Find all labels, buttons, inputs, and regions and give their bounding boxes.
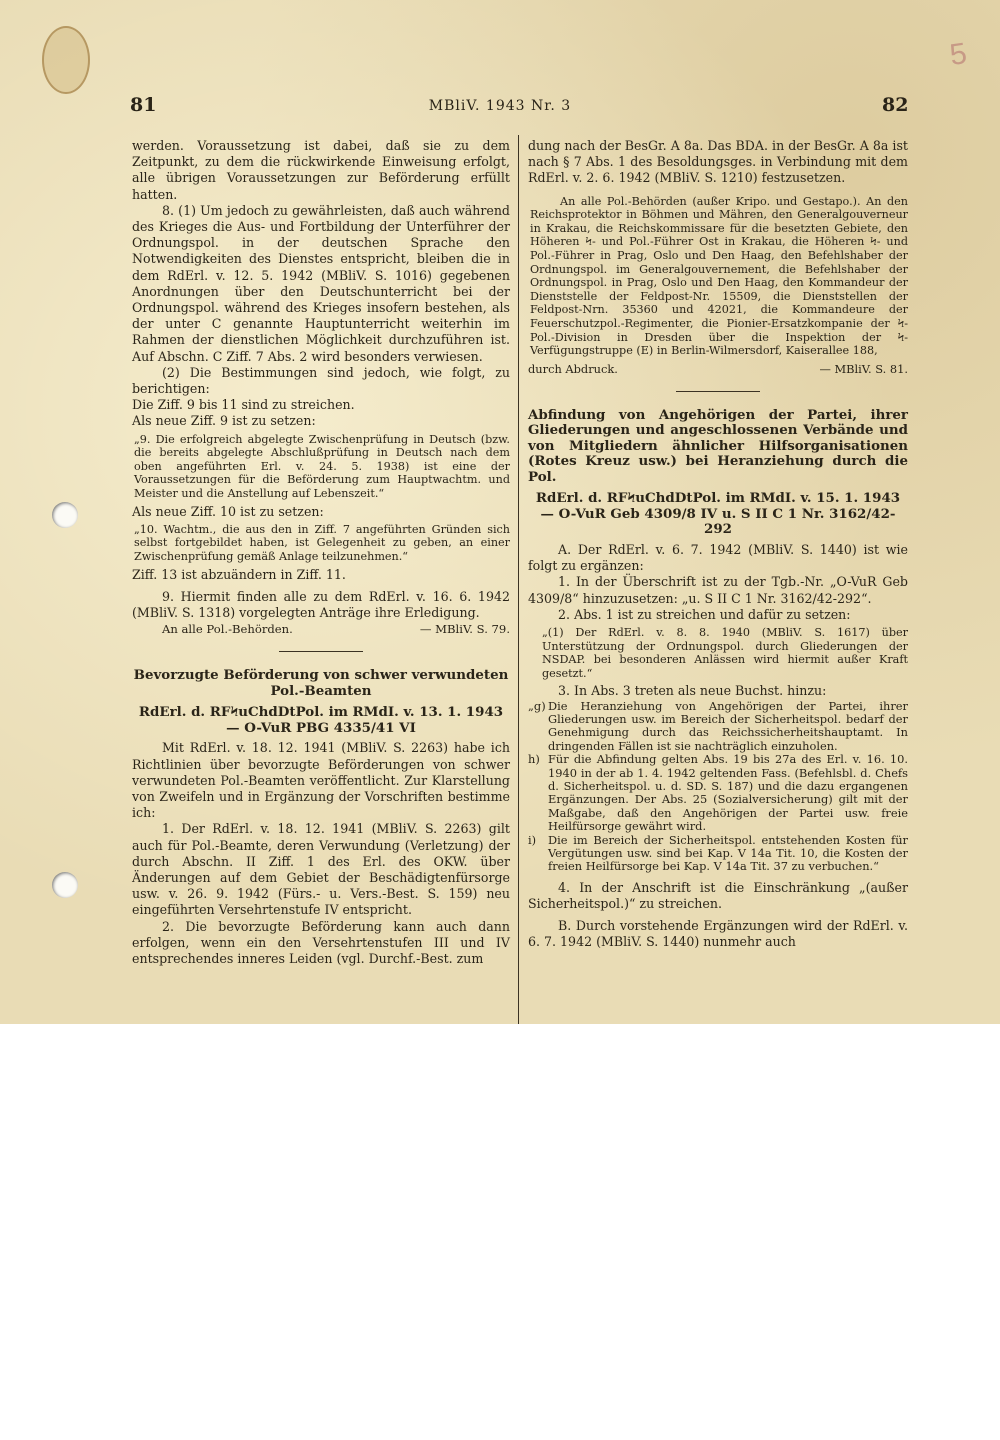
quoted-paragraph: „9. Die erfolgreich abgelegte Zwischenprüfung in Deutsch (bzw. die bereits abgelegte Abschlußprüfung in Deutsch nach dem oben angeführten Erl. v. 24. 5. 1938) ist eine der Voraussetzungen für die Beförderung zum Hauptwachtm. und Meister und die Anstellung auf Lebenszeit.“ xyxy=(134,432,510,501)
section-heading: Bevorzugte Beförderung von schwer verwundeten Pol.-Beamten xyxy=(133,667,509,699)
paragraph: A. Der RdErl. v. 6. 7. 1942 (MBliV. S. 1440) ist wie folgt zu ergänzen: xyxy=(528,541,908,574)
quoted-paragraph: „10. Wachtm., die aus den in Ziff. 7 angeführten Gründen sich selbst fortgebildet haben, ist Gelegenheit zu geben, an einer Zwischenprüfung gemäß Anlage teilzunehmen.“ xyxy=(134,522,510,564)
list-label: h) xyxy=(528,752,540,767)
section-separator xyxy=(676,391,760,392)
page-number-left: 81 xyxy=(130,94,157,116)
column-divider xyxy=(518,135,519,1024)
paragraph: 1. In der Überschrift ist zu der Tgb.-Nr. „O-VuR Geb 4309/8“ hinzuzusetzen: „u. S II C 1 Nr. 3162/42-292“. xyxy=(528,574,908,606)
section-separator xyxy=(279,651,363,652)
paragraph: (2) Die Bestimmungen sind jedoch, wie folgt, zu berichtigen: xyxy=(132,364,510,397)
distribution-list: An alle Pol.-Behörden (außer Kripo. und Gestapo.). An den Reichsprotektor in Böhmen und Mähren, den Generalgouverneur in Krakau, die Reichskommissare für die besetzten Gebiete, den Höheren Ϟ- und Pol.-Führer Ost in Krakau, die Höheren Ϟ- und Pol.-Führer in Prag, Oslo und Den Haag, den Befehlshaber der Ordnungspol. im Generalgouvernement, die Befehlshaber der Ordnungspol. in Prag, Oslo und Den Haag, den Kommandeur der Dienststelle der Feldpost-Nr. 15509, die Dienststellen der Feldpost-Nrn. 35360 und 42021, die Kommandeure der Feuerschutzpol.-Regimenter, die Pionier-Ersatzkompanie der Ϟ-Pol.-Division in Dresden über die Inspektion der Ϟ-Verfügungstruppe (E) in Berlin-Wilmersdorf, Kaiserallee 188, xyxy=(530,194,908,358)
address-line xyxy=(132,621,510,637)
paragraph: Ziff. 13 ist abzuändern in Ziff. 11. xyxy=(132,566,346,582)
list-item xyxy=(528,753,908,833)
list-item xyxy=(528,834,908,874)
list-text: Für die Abfindung gelten Abs. 19 bis 27a des Erl. v. 16. 10. 1940 in der ab 1. 4. 1942 geltenden Fass. (Befehlsbl. d. Chefs d. Sicherheitspol. u. d. SD. S. 187) und die dazu ergangenen Ergänzungen. Der Abs. 25 (Sozialversicherung) gilt mit der Maßgabe, daß den Angehörigen der Partei usw. freie Heilfürsorge gewährt wird. xyxy=(548,752,908,834)
paragraph: B. Durch vorstehende Ergänzungen wird der RdErl. v. 6. 7. 1942 (MBliV. S. 1440) nunmehr auch xyxy=(528,918,908,950)
pencil-mark: 5 xyxy=(947,37,969,73)
source-reference: — MBliV. S. 79. xyxy=(419,622,510,637)
decree-reference: RdErl. d. RFϞuChdDtPol. im RMdI. v. 15. 1. 1943 — O-VuR Geb 4309/8 IV u. S II C 1 Nr. 3162/42-292 xyxy=(535,490,901,538)
address-line xyxy=(528,361,908,377)
address-text: An alle Pol.-Behörden. xyxy=(162,622,293,637)
section-heading: Abfindung von Angehörigen der Partei, ihrer Gliederungen und angeschlossenen Verbände und von Mitgliedern ähnlicher Hilfsorganisationen (Rotes Kreuz usw.) bei Heranziehung durch die Pol. xyxy=(528,406,908,485)
blank-area xyxy=(0,1024,1000,1440)
paragraph: Mit RdErl. v. 18. 12. 1941 (MBliV. S. 2263) habe ich Richtlinien über bevorzugte Beförderungen von schwer verwundeten Pol.-Beamten veröffentlicht. Zur Klarstellung von Zweifeln und in Ergänzung der Vorschriften bestimme ich: xyxy=(132,740,510,821)
punch-hole-lower xyxy=(52,872,78,898)
list-text: Die im Bereich der Sicherheitspol. entstehenden Kosten für Vergütungen usw. sind bei Kap. V 14a Tit. 10, die Kosten der freien Heilfürsorge bei Kap. V 14a Tit. 37 zu verbuchen.“ xyxy=(548,832,908,874)
paragraph: Die Ziff. 9 bis 11 sind zu streichen. xyxy=(132,397,355,413)
paragraph: Als neue Ziff. 9 ist zu setzen: xyxy=(132,413,316,429)
list-label: i) xyxy=(528,832,537,847)
paragraph: 8. (1) Um jedoch zu gewährleisten, daß auch während des Krieges die Aus- und Fortbildung der Unterführer der Ordnungspol. in der deutschen Sprache den Notwendigkeiten des Dienstes entspricht, bleiben die in dem RdErl. v. 12. 5. 1942 (MBliV. S. 1016) gegebenen Anordnungen über den Deutschunterricht bei der Ordnungspol. während des Krieges insofern bestehen, als der unter C genannte Hauptunterricht weiterhin im Rahmen der dienstlichen Möglichkeit durchzuführen ist. Auf Abschn. C Ziff. 7 Abs. 2 wird besonders verwiesen. xyxy=(132,202,510,364)
left-column xyxy=(132,138,510,967)
list-item xyxy=(528,700,908,754)
list-label: „g) xyxy=(528,698,546,713)
paragraph: 2. Die bevorzugte Beförderung kann auch dann erfolgen, wenn ein den Versehrtenstufen III und IV entsprechendes inneres Leiden (vgl. Durchf.-Best. zum xyxy=(132,918,510,967)
right-column xyxy=(528,138,908,951)
page-number-right: 82 xyxy=(882,94,909,116)
paragraph: dung nach der BesGr. A 8a. Das BDA. in der BesGr. A 8a ist nach § 7 Abs. 1 des Besoldungsges. in Verbindung mit dem RdErl. v. 2. 6. 1942 (MBliV. S. 1210) festzusetzen. xyxy=(528,138,908,186)
quoted-paragraph: „(1) Der RdErl. v. 8. 8. 1940 (MBliV. S. 1617) über Unterstützung der Ordnungspol. durch Gliederungen der NSDAP. bei besonderen Anlässen wird hiermit außer Kraft gesetzt.“ xyxy=(542,625,908,680)
decree-reference: RdErl. d. RFϞuChdDtPol. im RMdI. v. 13. 1. 1943 — O-VuR PBG 4335/41 VI xyxy=(138,704,504,736)
list-text: Die Heranziehung von Angehörigen der Partei, ihrer Gliederungen usw. im Bereich der Sicherheitspol. bedarf der Genehmigung durch das Reichssicherheitshauptamt. In dringenden Fällen ist sie nachträglich einzuholen. xyxy=(548,698,908,753)
paragraph: 3. In Abs. 3 treten als neue Buchst. hinzu: xyxy=(558,683,827,699)
paragraph: 1. Der RdErl. v. 18. 12. 1941 (MBliV. S. 2263) gilt auch für Pol.-Beamte, deren Verwundung (Verletzung) der durch Abschn. II Ziff. 1 des Erl. des OKW. über Änderungen auf dem Gebiet der Beschädigtenfürsorge usw. v. 26. 9. 1942 (Fürs.- u. Vers.-Best. S. 159) neu eingeführten Versehrtenstufe IV entspricht. xyxy=(132,821,510,918)
paragraph: 4. In der Anschrift ist die Einschränkung „(außer Sicherheitspol.)“ zu streichen. xyxy=(528,879,908,912)
paper-stain xyxy=(42,26,90,94)
source-reference: — MBliV. S. 81. xyxy=(819,361,908,376)
paragraph: Als neue Ziff. 10 ist zu setzen: xyxy=(132,503,324,519)
punch-hole-upper xyxy=(52,502,78,528)
paragraph: 9. Hiermit finden alle zu dem RdErl. v. 16. 6. 1942 (MBliV. S. 1318) vorgelegten Anträge ihre Erledigung. xyxy=(132,588,510,621)
distribution-end: durch Abdruck. xyxy=(528,361,618,376)
paragraph: werden. Voraussetzung ist dabei, daß sie zu dem Zeitpunkt, zu dem die rückwirkende Einweisung erfolgt, alle übrigen Voraussetzungen zur Beförderung erfüllt hatten. xyxy=(132,138,510,202)
running-header: MBliV. 1943 Nr. 3 xyxy=(428,98,572,114)
paragraph: 2. Abs. 1 ist zu streichen und dafür zu setzen: xyxy=(558,606,851,622)
